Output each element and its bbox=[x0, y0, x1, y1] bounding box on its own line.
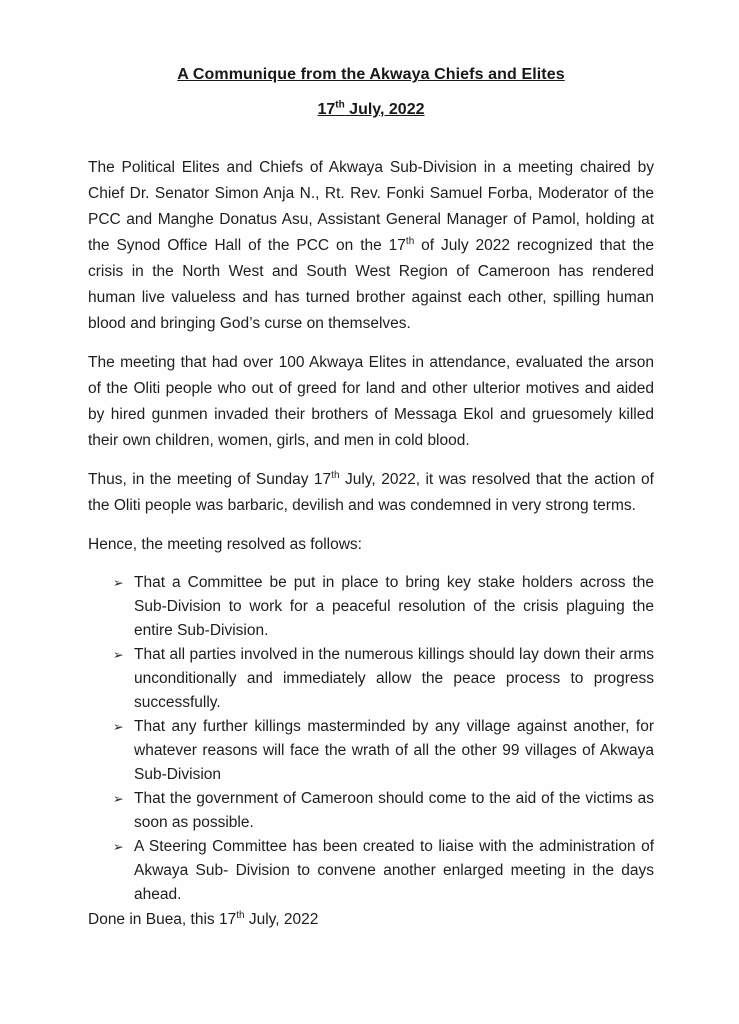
date-rest: July, 2022 bbox=[344, 101, 425, 118]
arrow-bullet-icon: ➢ bbox=[113, 840, 124, 854]
closing-text: Done in Buea, this 17 bbox=[88, 911, 237, 928]
arrow-bullet-icon: ➢ bbox=[113, 792, 124, 806]
ordinal-superscript: th bbox=[405, 235, 415, 247]
paragraph-resolution bbox=[88, 467, 654, 519]
ordinal-superscript: th bbox=[331, 469, 340, 481]
resolutions-list bbox=[88, 571, 654, 907]
list-item bbox=[113, 643, 654, 715]
arrow-bullet-icon: ➢ bbox=[113, 648, 124, 662]
list-item-text: A Steering Committee has been created to liaise with the administration of Akwaya Sub- Division to convene another enlarged meeting in the days ahead. bbox=[134, 838, 654, 903]
ordinal-superscript: th bbox=[236, 909, 245, 921]
document-title: A Communique from the Akwaya Chiefs and Elites bbox=[177, 66, 565, 83]
list-item bbox=[113, 571, 654, 643]
paragraph-opening bbox=[88, 155, 654, 337]
paragraph-hence: Hence, the meeting resolved as follows: bbox=[88, 536, 362, 553]
date-ordinal: th bbox=[335, 99, 345, 111]
arrow-bullet-icon: ➢ bbox=[113, 576, 124, 590]
list-item-text: That all parties involved in the numerous killings should lay down their arms unconditionally and immediately allow the peace process to progress successfully. bbox=[134, 646, 654, 711]
closing-line bbox=[88, 907, 654, 933]
list-item bbox=[113, 715, 654, 787]
document-date bbox=[88, 101, 654, 119]
list-item bbox=[113, 835, 654, 907]
closing-text-cont: July, 2022 bbox=[244, 911, 319, 928]
list-item-text: That the government of Cameroon should come to the aid of the victims as soon as possible. bbox=[134, 790, 654, 831]
date-day: 17 bbox=[317, 101, 336, 118]
list-item bbox=[113, 787, 654, 835]
document-content bbox=[88, 66, 654, 946]
paragraph-resolution-text: Thus, in the meeting of Sunday 17 bbox=[88, 471, 332, 488]
paragraph-attendance: The meeting that had over 100 Akwaya Elites in attendance, evaluated the arson of the Oliti people who out of greed for land and other ulterior motives and aided by hired gunmen invaded their brothers of Messaga Ekol and gruesomely killed their own children, women, girls, and men in cold blood. bbox=[88, 354, 654, 449]
paragraph-resolution-text-cont: July, 2022, it was resolved that the action of the Oliti people was barbaric, devilish and was condemned in very strong terms. bbox=[88, 471, 654, 514]
document-body bbox=[88, 155, 654, 933]
paragraph-opening-text: The Political Elites and Chiefs of Akwaya Sub-Division in a meeting chaired by Chief Dr. Senator Simon Anja N., Rt. Rev. Fonki Samuel Forba, Moderator of the PCC and Manghe Donatus Asu, Assistant General Manager of Pamol, holding at the Synod Office Hall of the PCC on the 17 bbox=[88, 159, 654, 254]
list-item-text: That any further killings masterminded by any village against another, for whatever reasons will face the wrath of all the other 99 villages of Akwaya Sub-Division bbox=[134, 718, 654, 783]
arrow-bullet-icon: ➢ bbox=[113, 720, 124, 734]
list-item-text: That a Committee be put in place to bring key stake holders across the Sub-Division to work for a peaceful resolution of the crisis plaguing the entire Sub-Division. bbox=[134, 574, 654, 639]
paragraph-opening-text-cont: of July 2022 recognized that the crisis in the North West and South West Region of Cameroon has rendered human live valueless and has turned brother against each other, spilling human blood and bringing God’s curse on themselves. bbox=[88, 237, 654, 332]
